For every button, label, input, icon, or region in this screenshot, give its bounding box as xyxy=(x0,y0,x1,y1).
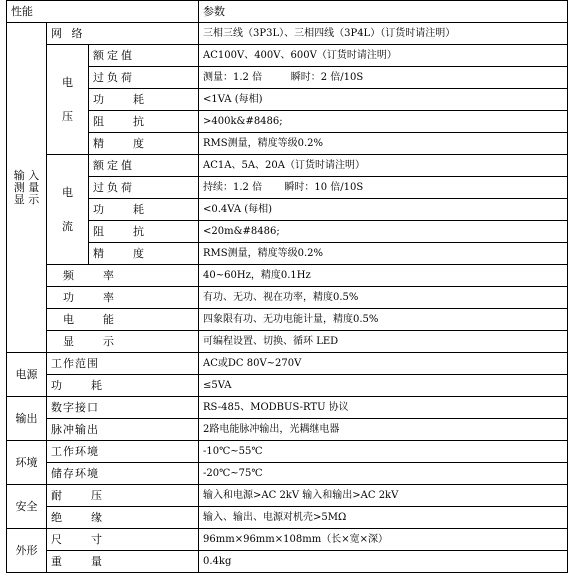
safety-group-label: 安全 xyxy=(7,485,47,529)
current-accuracy-value: RMS测量，精度等级0.2% xyxy=(199,243,568,265)
frequency-value: 40~60Hz，精度0.1Hz xyxy=(199,265,568,287)
table-row xyxy=(7,265,568,287)
output-digital-value: RS-485、MODBUS-RTU 协议 xyxy=(199,397,568,419)
safety-withstand-name: 耐 压 xyxy=(47,485,199,507)
voltage-accuracy-name: 精 度 xyxy=(89,133,199,155)
table-row xyxy=(7,243,568,265)
table-row xyxy=(7,111,568,133)
table-row xyxy=(7,67,568,89)
frequency-name: 频 率 xyxy=(47,265,199,287)
supply-range-name: 工作范围 xyxy=(47,353,199,375)
safety-withstand-value: 输入和电源>AC 2kV 输入和输出>AC 2kV xyxy=(199,485,568,507)
voltage-accuracy-value: RMS测量，精度等级0.2% xyxy=(199,133,568,155)
appearance-weight-value: 0.4kg xyxy=(199,551,568,573)
voltage-power-name: 功 耗 xyxy=(89,89,199,111)
table-row xyxy=(7,485,568,507)
power-name: 功 率 xyxy=(47,287,199,309)
spec-table xyxy=(6,0,568,573)
environment-storage-value: -20℃~75℃ xyxy=(199,463,568,485)
supply-range-value: AC或DC 80V~270V xyxy=(199,353,568,375)
appearance-size-value: 96mm×96mm×108mm（长×宽×深） xyxy=(199,529,568,551)
appearance-group-label: 外形 xyxy=(7,529,47,573)
environment-working-value: -10℃~55℃ xyxy=(199,441,568,463)
table-row xyxy=(7,441,568,463)
current-accuracy-name: 精 度 xyxy=(89,243,199,265)
supply-group-label: 电源 xyxy=(7,353,47,397)
current-overload-value: 持续：1.2 倍 瞬时：10 倍/10S xyxy=(199,177,568,199)
display-value: 可编程设置、切换、循环 LED xyxy=(199,331,568,353)
table-row xyxy=(7,45,568,67)
output-group-label: 输出 xyxy=(7,397,47,441)
current-impedance-value: <20m&#8486; xyxy=(199,221,568,243)
table-row xyxy=(7,375,568,397)
voltage-overload-name: 过负荷 xyxy=(89,67,199,89)
appearance-weight-name: 重 量 xyxy=(47,551,199,573)
environment-group-label: 环境 xyxy=(7,441,47,485)
table-row xyxy=(7,287,568,309)
table-row xyxy=(7,199,568,221)
table-row xyxy=(7,419,568,441)
header-row xyxy=(7,1,568,23)
table-row xyxy=(7,133,568,155)
table-row xyxy=(7,353,568,375)
table-row xyxy=(7,177,568,199)
supply-power-value: ≤5VA xyxy=(199,375,568,397)
network-value: 三相三线（3P3L）、三相四线（3P4L）（订货时请注明） xyxy=(199,23,568,45)
environment-storage-name: 储存环境 xyxy=(47,463,199,485)
voltage-impedance-value: >400k&#8486; xyxy=(199,111,568,133)
header-parameters: 参数 xyxy=(199,1,568,23)
network-name: 网 络 xyxy=(47,23,199,45)
table-row xyxy=(7,309,568,331)
voltage-impedance-name: 阻 抗 xyxy=(89,111,199,133)
output-pulse-name: 脉冲输出 xyxy=(47,419,199,441)
current-overload-name: 过负荷 xyxy=(89,177,199,199)
table-row xyxy=(7,89,568,111)
voltage-group-label: 电 压 xyxy=(47,45,89,155)
appearance-size-name: 尺 寸 xyxy=(47,529,199,551)
environment-working-name: 工作环境 xyxy=(47,441,199,463)
output-pulse-value: 2路电能脉冲输出，光耦继电器 xyxy=(199,419,568,441)
current-power-value: <0.4VA (每相) xyxy=(199,199,568,221)
output-digital-name: 数字接口 xyxy=(47,397,199,419)
current-group-label: 电 流 xyxy=(47,155,89,265)
current-impedance-name: 阻 抗 xyxy=(89,221,199,243)
energy-name: 电 能 xyxy=(47,309,199,331)
voltage-rated-name: 额定值 xyxy=(89,45,199,67)
table-row xyxy=(7,507,568,529)
current-power-name: 功 耗 xyxy=(89,199,199,221)
table-row xyxy=(7,221,568,243)
display-name: 显 示 xyxy=(47,331,199,353)
current-rated-value: AC1A、5A、20A（订货时请注明） xyxy=(199,155,568,177)
safety-insulation-name: 绝 缘 xyxy=(47,507,199,529)
table-row xyxy=(7,331,568,353)
table-row xyxy=(7,397,568,419)
table-row xyxy=(7,23,568,45)
safety-insulation-value: 输入、输出、电源对机壳>5MΩ xyxy=(199,507,568,529)
table-row xyxy=(7,551,568,573)
supply-power-name: 功 耗 xyxy=(47,375,199,397)
current-rated-name: 额定值 xyxy=(89,155,199,177)
table-row xyxy=(7,529,568,551)
voltage-rated-value: AC100V、400V、600V（订货时请注明） xyxy=(199,45,568,67)
table-row xyxy=(7,155,568,177)
table-row xyxy=(7,463,568,485)
power-value: 有功、无功、视在功率，精度0.5% xyxy=(199,287,568,309)
header-performance: 性能 xyxy=(7,1,199,23)
voltage-power-value: <1VA (每相) xyxy=(199,89,568,111)
energy-value: 四象限有功、无功电能计量，精度0.5% xyxy=(199,309,568,331)
input-group-label: 输 入 测 量 显 示 xyxy=(7,23,47,353)
voltage-overload-value: 测量：1.2 倍 瞬时：2 倍/10S xyxy=(199,67,568,89)
